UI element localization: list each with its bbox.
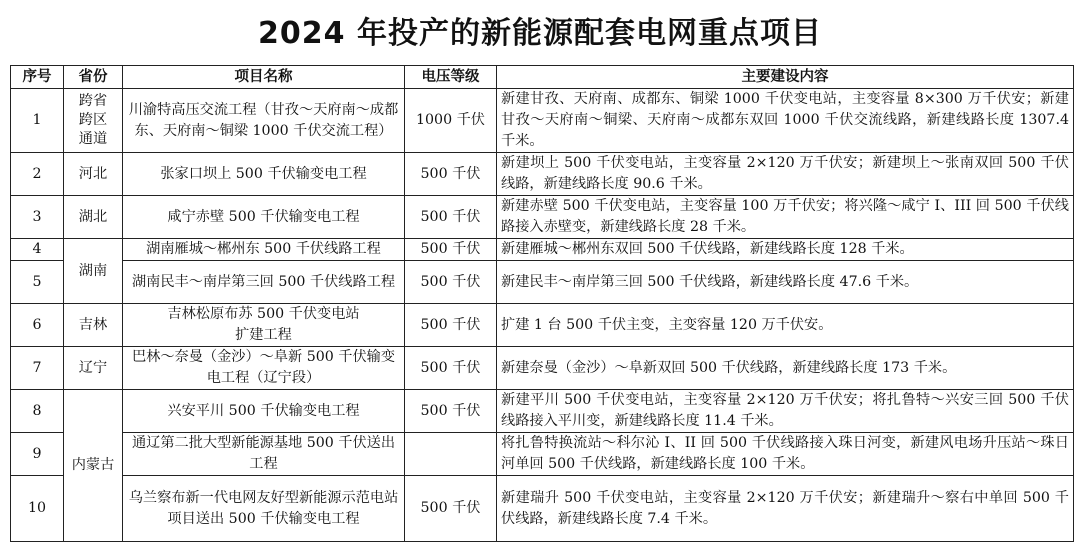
cell-no: 6: [11, 304, 64, 347]
cell-voltage: 500 千伏: [405, 261, 497, 304]
cell-voltage: 500 千伏: [405, 304, 497, 347]
header-name: 项目名称: [123, 66, 405, 89]
cell-name: 咸宁赤壁 500 千伏输变电工程: [123, 196, 405, 239]
cell-voltage: 500 千伏: [405, 390, 497, 433]
cell-content: 新建雁城～郴州东双回 500 千伏线路，新建线路长度 128 千米。: [497, 239, 1074, 261]
table-row: [11, 153, 1074, 196]
cell-name: 湖南民丰～南岸第三回 500 千伏线路工程: [123, 261, 405, 304]
cell-voltage: 500 千伏: [405, 347, 497, 390]
cell-name: 川渝特高压交流工程（甘孜～天府南～成都东、天府南～铜梁 1000 千伏交流工程）: [123, 89, 405, 153]
cell-content: 新建瑞升 500 千伏变电站，主变容量 2×120 万千伏安；新建瑞升～察右中单回 500 千伏线路，新建线路长度 7.4 千米。: [497, 476, 1074, 542]
table-row: [11, 261, 1074, 304]
cell-province: 内蒙古: [64, 390, 123, 542]
cell-no: 2: [11, 153, 64, 196]
table-row: [11, 390, 1074, 433]
cell-no: 8: [11, 390, 64, 433]
table-row: [11, 433, 1074, 476]
cell-no: 1: [11, 89, 64, 153]
cell-voltage: 500 千伏: [405, 196, 497, 239]
cell-no: 4: [11, 239, 64, 261]
cell-content: 新建平川 500 千伏变电站，主变容量 2×120 万千伏安；将扎鲁特～兴安三回 500 千伏线路接入平川变，新建线路长度 11.4 千米。: [497, 390, 1074, 433]
cell-no: 5: [11, 261, 64, 304]
cell-content: 新建甘孜、天府南、成都东、铜梁 1000 千伏变电站，主变容量 8×300 万千伏安；新建甘孜～天府南～铜梁、天府南～成都东双回 1000 千伏交流线路，新建线路长度 1307.4 千米。: [497, 89, 1074, 153]
cell-content: 扩建 1 台 500 千伏主变，主变容量 120 万千伏安。: [497, 304, 1074, 347]
cell-voltage: [405, 433, 497, 476]
table-row: [11, 196, 1074, 239]
cell-content: 新建坝上 500 千伏变电站，主变容量 2×120 万千伏安；新建坝上～张南双回 500 千伏线路，新建线路长度 90.6 千米。: [497, 153, 1074, 196]
cell-name: 乌兰察布新一代电网友好型新能源示范电站项目送出 500 千伏输变电工程: [123, 476, 405, 542]
cell-voltage: 500 千伏: [405, 239, 497, 261]
cell-no: 10: [11, 476, 64, 542]
cell-content: 将扎鲁特换流站～科尔沁 I、II 回 500 千伏线路接入珠日河变，新建风电场升压站～珠日河单回 500 千伏线路，新建线路长度 100 千米。: [497, 433, 1074, 476]
cell-voltage: 500 千伏: [405, 153, 497, 196]
cell-province: 湖南: [64, 239, 123, 304]
cell-name: 巴林～奈曼（金沙）～阜新 500 千伏输变电工程（辽宁段）: [123, 347, 405, 390]
cell-name: 吉林松原布苏 500 千伏变电站扩建工程: [123, 304, 405, 347]
header-voltage: 电压等级: [405, 66, 497, 89]
table-row: [11, 89, 1074, 153]
cell-content: 新建奈曼（金沙）～阜新双回 500 千伏线路，新建线路长度 173 千米。: [497, 347, 1074, 390]
header-content: 主要建设内容: [497, 66, 1074, 89]
cell-no: 9: [11, 433, 64, 476]
table-row: [11, 304, 1074, 347]
cell-province: 吉林: [64, 304, 123, 347]
cell-no: 7: [11, 347, 64, 390]
projects-table: [10, 65, 1074, 542]
table-header-row: [11, 66, 1074, 89]
page-title: 2024 年投产的新能源配套电网重点项目: [258, 16, 822, 51]
cell-content: 新建赤壁 500 千伏变电站，主变容量 100 万千伏安；将兴隆～咸宁 I、III 回 500 千伏线路接入赤壁变，新建线路长度 28 千米。: [497, 196, 1074, 239]
cell-name: 兴安平川 500 千伏输变电工程: [123, 390, 405, 433]
cell-name: 张家口坝上 500 千伏输变电工程: [123, 153, 405, 196]
table-row: [11, 239, 1074, 261]
header-province: 省份: [64, 66, 123, 89]
cell-voltage: 1000 千伏: [405, 89, 497, 153]
cell-no: 3: [11, 196, 64, 239]
cell-name: 通辽第二批大型新能源基地 500 千伏送出工程: [123, 433, 405, 476]
cell-name: 湖南雁城～郴州东 500 千伏线路工程: [123, 239, 405, 261]
table-row: [11, 476, 1074, 542]
cell-province: 河北: [64, 153, 123, 196]
cell-voltage: 500 千伏: [405, 476, 497, 542]
cell-province: 跨省 跨区 通道: [64, 89, 123, 153]
header-no: 序号: [11, 66, 64, 89]
cell-province: 辽宁: [64, 347, 123, 390]
cell-content: 新建民丰～南岸第三回 500 千伏线路，新建线路长度 47.6 千米。: [497, 261, 1074, 304]
cell-province: 湖北: [64, 196, 123, 239]
table-row: [11, 347, 1074, 390]
